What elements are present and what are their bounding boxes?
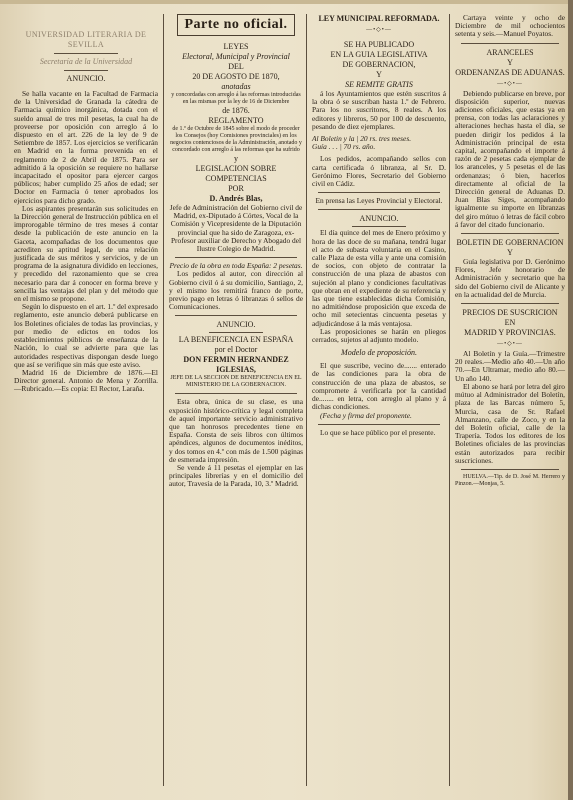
price-text: Precio de la obra en toda España: 2 pesetas.	[169, 261, 303, 271]
text-y: Y	[507, 248, 513, 258]
section-title: Parte no oficial.	[177, 14, 295, 36]
column-municipal-law	[308, 0, 450, 800]
printer-imprint: HUELVA.—Tip. de D. José M. Herrero y Pinzon.—Monjas, 5.	[455, 473, 565, 487]
prices-heading: PRECIOS DE SUSCRICION	[462, 308, 558, 318]
notice-paragraph: Guía legislativa por D. Gerónimo Flores, Jefe honorario de Administración y secretario que ha sido del Gobierno civil de Alicante y en la actualidad del de Murcia.	[455, 257, 565, 299]
regl-body: de 1.º de Octubre de 1845 sobre el modo de proceder los Consejos (hoy Comisiones provinciales) en los negocios contenciosos de la Administración, anotado y concordado con arreglo á las reformas que ha sufrido	[170, 126, 302, 153]
text-por: POR	[228, 184, 244, 193]
free-notice: SE REMITE GRATIS	[345, 80, 413, 89]
text-en: EN	[504, 318, 516, 328]
price-line: Al Boletin y la | 20 rs. tres meses.	[312, 134, 412, 144]
text-del: DEL	[228, 62, 244, 71]
price-line: Guía . . . | 70 rs. año.	[312, 142, 376, 152]
column-unofficial-part	[165, 0, 307, 800]
text-anotadas: anotadas	[221, 82, 251, 91]
section-title: LEY MUNICIPAL REFORMADA.	[318, 14, 440, 23]
ornament: —•◇•—	[366, 27, 392, 33]
org-name: UNIVERSIDAD LITERARIA DE	[25, 30, 147, 39]
guide-subtitle: DE GOBERNACION,	[342, 60, 416, 69]
notice-paragraph: Lo que se hace público por el presente.	[320, 427, 436, 437]
ornament: —•◇•—	[497, 341, 523, 348]
notice-paragraph: Los aspirantes presentarán sus solicitudes en la Dirección general de Instrucción pública en el improrogable término de tres meses á contar desde la publicación de este anuncio en la Gaceta, acompañadas de los documentos que acrediten su aptitud legal, de una relación justificada de sus méritos y servicios, y de un programa de la asignatura dividido en lecciones, y precedido del razonamiento que se crea necesario para dar á conocer en forma breve y sencilla las ventajas del plan y del método que en el mismo se propone.	[14, 203, 158, 304]
text-y: Y	[376, 70, 382, 79]
notice-heading: ANUNCIO.	[359, 214, 399, 224]
notice-paragraph: El abono se hará por letra del giro mútuo al Administrador del Boletín, plaza de las Barcas número 5, Murcia, casa de Sr. Rafael Almanzano, calle de Zoco, y en la del Boletín oficial, calle de la Trapería. Todos los editores de los Boletines oficiales de las provincias están autorizados para recibir suscriciones.	[455, 381, 565, 465]
region-heading: MADRID Y PROVINCIAS.	[464, 328, 556, 338]
notice-paragraph: Cartaya veinte y ocho de Diciembre de mil ochocientos setenta y seis.—Manuel Poyatos.	[455, 13, 565, 39]
press-text: En prensa las Leyes Provincial y Electoral.	[315, 196, 443, 206]
notice-paragraph: á los Ayuntamientos que estén suscritos á la obra ó se suscriban hasta 1.º de Febrero. Para los no suscritores, 8 reales. A los editores y libreros, 50 por 100 de descuento, pesando de diez ejemplares.	[312, 89, 446, 131]
law-year: de 1876.	[222, 106, 250, 115]
book-title: LA BENEFICENCIA EN ESPAÑA	[178, 335, 294, 345]
author-name: DON FERMIN HERNANDEZ IGLESIAS,	[183, 355, 289, 375]
section-title: ARANCELES	[486, 47, 534, 57]
model-heading: Modelo de proposición.	[341, 348, 417, 358]
bulletin-title: BOLETIN DE GOBERNACION	[456, 238, 564, 248]
text-y: y	[234, 154, 238, 163]
text-published: SE HA PUBLICADO	[343, 40, 415, 49]
org-city: SEVILLA	[67, 40, 105, 49]
text-y: Y	[507, 57, 513, 67]
notice-heading: ANUNCIO.	[66, 74, 106, 83]
orders-text: Los pedidos, acompañando sellos con carta certificada ó libranza, al Sr. D. Gerónimo Flores, Secretario del Gobierno civil en Cádiz.	[312, 154, 446, 189]
author-bio: Jefe de Administración del Gobierno civil de Madrid, ex-Diputado á Córtes, Vocal de la Comisión y Vicepresidente de la Diputación provincial que ha sido de Zaragoza, ex-Profesor auxiliar de Derecho y Abogado del Ilustre Colegio de Madrid.	[169, 203, 303, 254]
notice-paragraph: Según lo dispuesto en el art. 1.º del expresado reglamento, este anuncio deberá publicarse en los Boletines oficiales de todas las provincias, y por medio de edictos en todos los establecimientos públicos de enseñanza de la Nación, lo cual se advierte para que las autoridades respectivas dispongan desde luego que así se verifique sin más que este aviso.	[14, 302, 158, 369]
ornament: —•◇•—	[497, 80, 523, 87]
notice-paragraph: Se vende á 11 pesetas el ejemplar en las principales librerías y en el domicilio del autor, Travesía de la Parada, 10, 3.º Madrid.	[169, 463, 303, 489]
section-subtitle: ORDENANZAS DE ADUANAS.	[455, 67, 565, 77]
concord-text: y concordadas con arreglo á las reformas introducidas en las mismas por la ley de 16 de Diciembre	[171, 92, 301, 105]
office-name: Secretaría de la Universidad	[39, 57, 133, 66]
book-title: LEYES	[223, 42, 249, 51]
guide-title: EN LA GUIA LEGISLATIVA	[330, 50, 428, 59]
notice-paragraph: El que suscribe, vecino de....... enterado de las condiciones para la obra de construcción de una plaza de abastos, se compromete á verificarla por la cantidad de........ en letra, con arreglo al plano y á dichas condiciones.	[312, 361, 446, 412]
notice-signature: Madrid 16 de Diciembre de 1876.—El Director general. Antonio de Mena y Zorrilla. —Rubricado.—Es copia: El Rector, Laraña.	[14, 367, 158, 394]
notice-paragraph: Las proposiciones se harán en pliegos cerrados, sujetos al adjunto modelo.	[312, 326, 446, 345]
signature-line: (Fecha y firma del proponente.	[320, 410, 412, 420]
notice-paragraph: Al Boletín y la Guía.—Trimestre 20 reales.—Medio año 40.—Un año 70.—En Ultramar, medio año 80.—Un año 140.	[455, 349, 565, 383]
orders-text: Los pedidos al autor, con dirección al Gobierno civil ó á su domicilio, Santiago, 2, y el mismo los remitirá franco de porte, previo pago en letras ó libranzas ó sellos de Comunicaciones.	[169, 269, 303, 312]
notice-paragraph: Debiendo publicarse en breve, por disposición superior, nuevas adiciones oficiales, que estas ya en prensa, con todas las aclaraciones y alteraciones hechas hasta el día, se pueden dirigir los pedidos á la Administración principal de esta capital, acompañando el importe á razón de 2 pesetas cada ejemplar de los aranceles, y 5 pesetas el de las ordenanzas; ó bien, hacerlos directamente al oficial de la Dirección general de Aduanas D. Juan Blas Siges, acompañando igualmente su importe en libranzas del giro mútuo ó letras de fácil cobro á favor del citado funcionario.	[455, 88, 565, 229]
author-role: JEFE DE LA SECCION DE BENEFICENCIA EN EL MINISTERIO DE LA GOBERNACION.	[170, 375, 302, 389]
column-customs	[451, 0, 569, 800]
law-date: 20 DE AGOSTO DE 1870,	[192, 72, 280, 81]
legis-heading: LEGISLACION SOBRE COMPETENCIAS	[195, 164, 277, 183]
column-university-notice	[10, 0, 162, 800]
notice-paragraph: El día quince del mes de Enero próximo y hora de las doce de su mañana, tendrá lugar el acto de subasta voluntaria en el Casino, calle Plaza de esta villa y ante una comisión de socios, con objeto de contratar la construcción de una plaza de abastos con sujeción al plano y condiciones facultativas que obran en el expediente de su referencia y las que tiene establecidas dicha Comisión, no admitiéndose proposición que exceda de ocho mil setecientas cincuenta pesetas y adjudicándose á la más ventajosa.	[312, 228, 446, 328]
column-rule	[163, 14, 164, 786]
book-subtitle: Electoral, Municipal y Provincial	[182, 52, 290, 61]
text-por-doctor: por el Doctor	[214, 345, 258, 355]
author-name: D. Andrés Blas,	[209, 194, 263, 203]
notice-paragraph: Se halla vacante en la Facultad de Farmacia de la Universidad de Granada la cátedra de Farmacia químico inorgánica, dotada con el sueldo anual de tres mil pesetas, la cual ha de proveerse por oposición con arreglo á lo dispuesto en el art. 226 de la ley de 9 de Setiembre de 1857. Los ejercicios se verificarán en Madrid en la forma prevenida en el reglamento de 2 de Abril de 1875. Para ser admitido á la oposición se requiere no hallarse incapacitado el opositor para ejercer cargos públicos; haber cumplido 25 años de edad; ser Doctor en Farmacia ó tener aprobados los ejercicios para dicho grado.	[14, 89, 158, 205]
notice-heading: ANUNCIO.	[216, 320, 256, 330]
regl-heading: REGLAMENTO	[208, 116, 264, 125]
notice-paragraph: Esta obra, única de su clase, es una exposición histórico-crítica y legal completa de aquel importante servicio administrativo que tan honrosos precedentes tiene en España. Consta de seis libros con últimos apéndices, algunos de documentos inéditos, y dos tomos en 4.º con más de 1.500 páginas de esmerada impresión.	[169, 397, 303, 464]
